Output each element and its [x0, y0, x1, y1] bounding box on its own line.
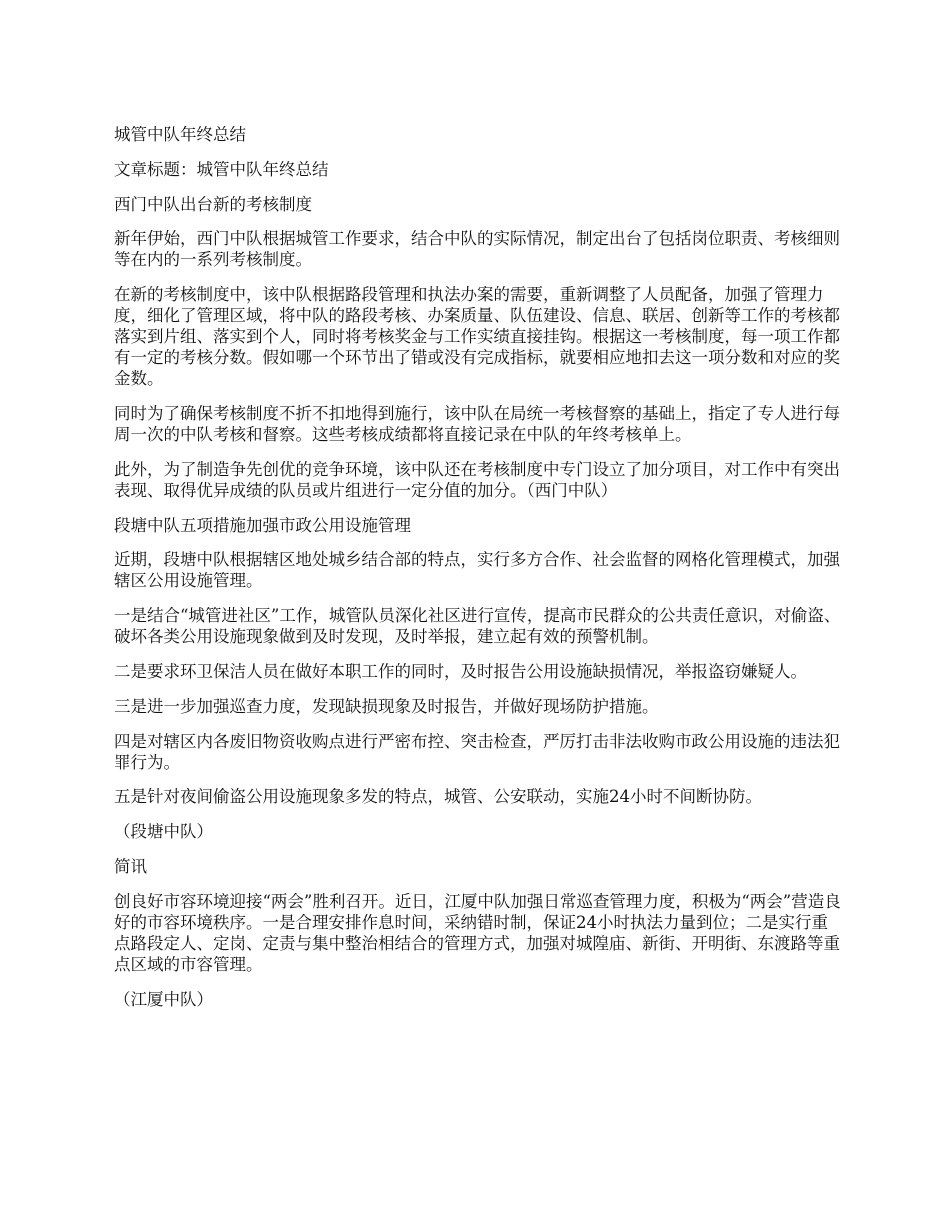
- paragraph: 近期，段塘中队根据辖区地处城乡结合部的特点，实行多方合作、社会监督的网格化管理模式，加强辖区公用设施管理。: [114, 550, 840, 591]
- source-attribution: （段塘中队）: [114, 822, 213, 842]
- paragraph: 在新的考核制度中，该中队根据路段管理和执法办案的需要，重新调整了人员配备，加强了管理力度，细化了管理区域，将中队的路段考核、办案质量、队伍建设、信息、联居、创新等工作的考核都落实到片组、落实到个人，同时将考核奖金与工作实绩直接挂钩。根据这一考核制度，每一项工作都有一定的考核分数。假如哪一个环节出了错或没有完成指标，就要相应地扣去这一项分数和对应的奖金数。: [114, 285, 840, 389]
- paragraph: 一是结合“城管进社区”工作，城管队员深化社区进行宣传，提高市民群众的公共责任意识，对偷盗、破坏各类公用设施现象做到及时发现，及时举报，建立起有效的预警机制。: [114, 606, 841, 647]
- document-title: 城管中队年终总结: [114, 125, 246, 144]
- section-heading-duantang: 段塘中队五项措施加强市政公用设施管理: [114, 515, 411, 535]
- paragraph: 新年伊始，西门中队根据城管工作要求，结合中队的实际情况，制定出台了包括岗位职责、考核细则等在内的一系列考核制度。: [114, 229, 840, 270]
- paragraph: 三是进一步加强巡查力度，发现缺损现象及时报告，并做好现场防护措施。: [114, 696, 659, 716]
- document-body: [114, 124, 842, 1023]
- paragraph: 四是对辖区内各废旧物资收购点进行严密布控、突击检查，严厉打击非法收购市政公用设施的违法犯罪行为。: [114, 731, 840, 772]
- paragraph: 五是针对夜间偷盗公用设施现象多发的特点，城管、公安联动，实施24小时不间断协防。: [114, 787, 762, 807]
- paragraph: 此外，为了制造争先创优的竞争环境，该中队还在考核制度中专门设立了加分项目，对工作中有突出表现、取得优异成绩的队员或片组进行一定分值的加分。（西门中队）: [114, 459, 840, 500]
- article-title-line: 文章标题：城管中队年终总结: [114, 159, 329, 179]
- source-attribution: （江厦中队）: [114, 989, 213, 1009]
- section-heading-news-brief: 简讯: [114, 856, 147, 876]
- paragraph: 同时为了确保考核制度不折不扣地得到施行，该中队在局统一考核督察的基础上，指定了专人进行每周一次的中队考核和督察。这些考核成绩都将直接记录在中队的年终考核单上。: [114, 403, 840, 444]
- section-heading-ximen: 西门中队出台新的考核制度: [114, 194, 312, 214]
- paragraph: 创良好市容环境迎接“两会”胜利召开。近日，江厦中队加强日常巡查管理力度，积极为“两会”营造良好的市容环境秩序。一是合理安排作息时间，采纳错时制，保证24小时执法力量到位；二是实行重点路段定人、定岗、定责与集中整治相结合的管理方式，加强对城隍庙、新街、开明街、东渡路等重点区域的市容管理。: [114, 891, 841, 974]
- paragraph: 二是要求环卫保洁人员在做好本职工作的同时，及时报告公用设施缺损情况，举报盗窃嫌疑人。: [114, 661, 807, 681]
